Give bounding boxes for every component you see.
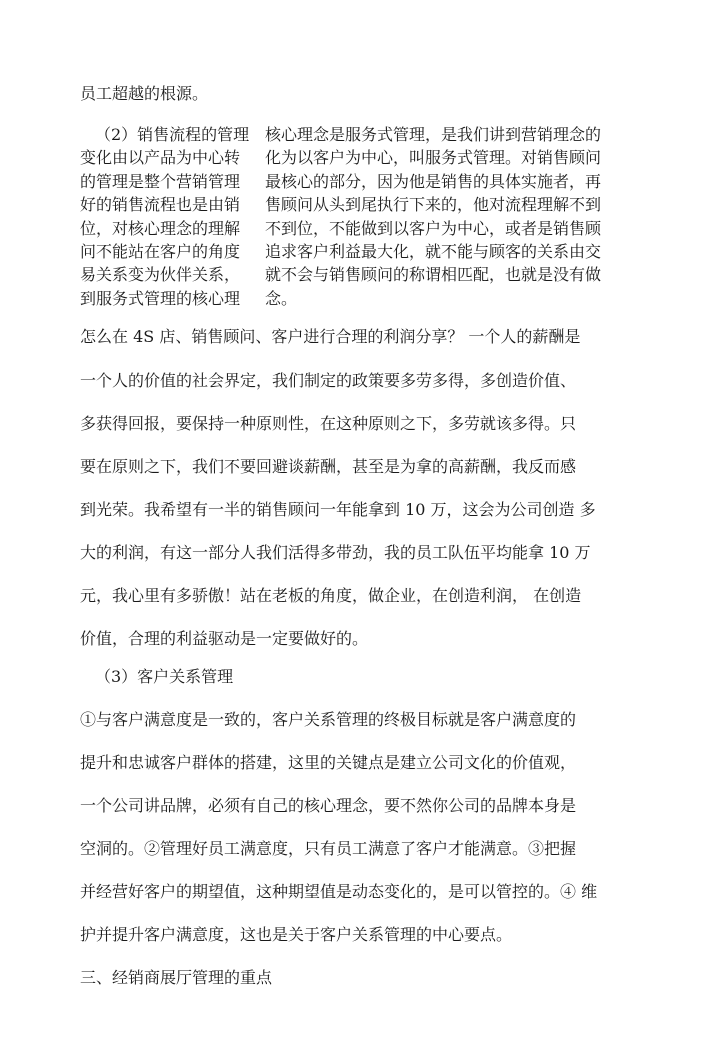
text-line: 念。	[265, 288, 298, 308]
paragraph-line: 空洞的。②管理好员工满意度，只有员工满意了客户才能满意。③把握	[80, 839, 577, 858]
text-line: 变化由以产品为中心转	[80, 148, 241, 168]
text-line: 核心理念是服务式管理，是我们讲到营销理念的	[265, 125, 602, 144]
text-line: 易关系变为伙伴关系，	[80, 265, 241, 285]
paragraph-line: ①与客户满意度是一致的，客户关系管理的终极目标就是客户满意度的	[80, 710, 577, 729]
text-line: 好的销售流程也是由销	[80, 195, 241, 215]
paragraph-line: 怎么在 4S 店、销售顾问、客户进行合理的利润分享？ 一个人的薪酬是	[80, 327, 581, 346]
paragraph-line: 一个人的价值的社会界定，我们制定的政策要多劳多得，多创造价值、	[80, 371, 577, 390]
paragraph-line: 并经营好客户的期望值，这种期望值是动态变化的，是可以管控的。④ 维	[80, 882, 598, 901]
text-line: 位，对核心理念的理解	[80, 218, 241, 238]
paragraph-line: 护并提升客户满意度，这也是关于客户关系管理的中心要点。	[80, 925, 513, 944]
paragraph-line: 员工超越的根源。	[80, 84, 209, 103]
section-heading: 三、经销商展厅管理的重点	[80, 968, 273, 987]
text-line: 的管理是整个营销管理	[80, 171, 241, 191]
paragraph-line: 要在原则之下，我们不要回避谈薪酬，甚至是为拿的高薪酬，我反而感	[80, 457, 577, 476]
paragraph-line: 到光荣。我希望有一半的销售顾问一年能拿到 10 万，这会为公司创造 多	[80, 500, 596, 519]
text-line: 追求客户利益最大化，就不能与顾客的关系由交	[265, 241, 602, 261]
section2-right-column	[265, 123, 645, 310]
paragraph-line: 提升和忠诚客户群体的搭建，这里的关键点是建立公司文化的价值观，	[80, 753, 577, 772]
paragraph-line: 一个公司讲品牌，必须有自己的核心理念，要不然你公司的品牌本身是	[80, 796, 577, 815]
section-heading: （3）客户关系管理	[95, 667, 234, 686]
text-line: 就不会与销售顾问的称谓相匹配，也就是没有做	[265, 265, 602, 285]
paragraph-line: 价值，合理的利益驱动是一定要做好的。	[80, 629, 369, 648]
text-line: 最核心的部分，因为他是销售的具体实施者，再	[265, 171, 602, 191]
text-line: 售顾问从头到尾执行下来的，他对流程理解不到	[265, 195, 602, 215]
paragraph-line: 元，我心里有多骄傲！站在老板的角度，做企业，在创造利润， 在创造	[80, 586, 582, 605]
paragraph-line: 大的利润，有这一部分人我们活得多带劲，我的员工队伍平均能拿 10 万	[80, 543, 591, 562]
paragraph-line: 多获得回报，要保持一种原则性，在这种原则之下，多劳就该多得。只	[80, 414, 577, 433]
text-line: 到服务式管理的核心理	[80, 288, 241, 308]
section2-left-column	[80, 123, 260, 310]
text-line: 问不能站在客户的角度	[80, 241, 241, 261]
text-line: （2）销售流程的管理	[95, 125, 250, 144]
text-line: 化为以客户为中心，叫服务式管理。对销售顾问	[265, 148, 602, 168]
text-line: 不到位，不能做到以客户为中心，或者是销售顾	[265, 218, 602, 238]
